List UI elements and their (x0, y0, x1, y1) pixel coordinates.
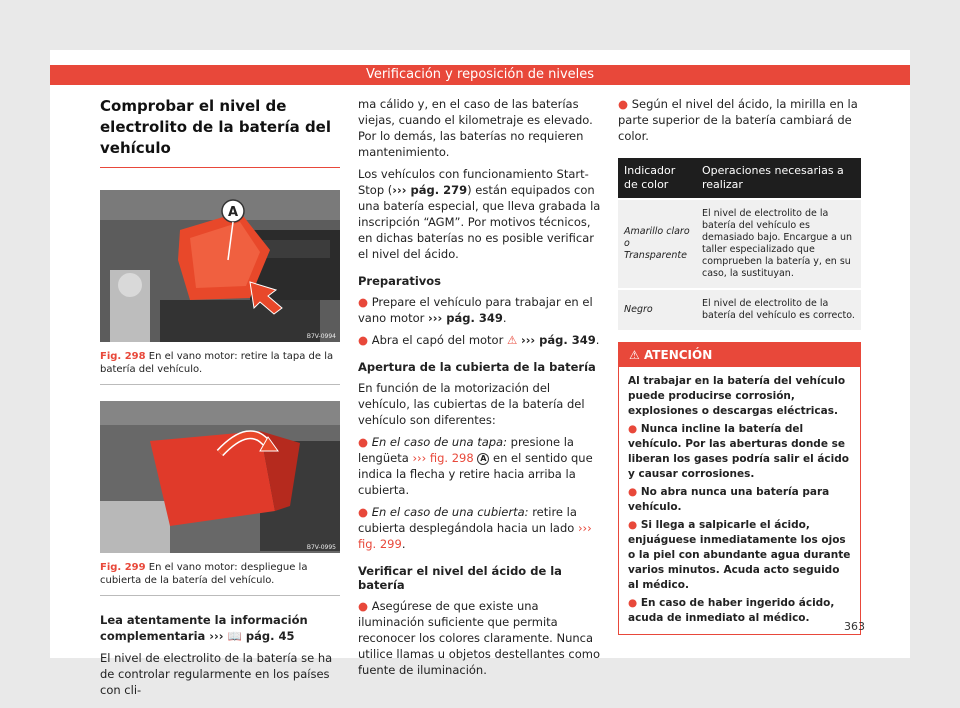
prep-bullet-2: ● Abra el capó del motor ⚠ ››› pág. 349. (358, 333, 600, 347)
page-link[interactable]: ››› pág. 349 (520, 333, 596, 347)
fig-link[interactable]: ››› fig. 299 (358, 521, 592, 551)
read-note-link[interactable]: pág. 45 (245, 629, 295, 643)
check-bullet-1: ● Asegúrese de que existe una iluminación suficiente que permita reconocer los colores claramente. Nunca utilice llamas u objetos destellantes como fuente de iluminación. (358, 599, 601, 677)
caption-text: En el vano motor: retire la tapa de la batería del vehículo. (100, 351, 334, 375)
figure-code: B7V-0995 (306, 544, 336, 551)
warning-header: ⚠ ATENCIÓN (619, 343, 860, 367)
engine-bay-image-2 (100, 401, 340, 553)
warning-triangle-icon: ⚠ (629, 348, 640, 362)
page-link[interactable]: ››› pág. 349 (428, 311, 503, 325)
divider (100, 384, 340, 385)
warning-item: ● Nunca incline la batería del vehículo. Por las aberturas donde se liberan los gases podría salir el ácido y causar corrosiones. (628, 423, 849, 480)
table-header: Indicador de color (618, 158, 696, 199)
warning-body (619, 367, 860, 634)
table-cell: El nivel de electrolito de la batería del vehículo es correcto. (696, 289, 861, 330)
warning-item: ● No abra nunca una batería para vehículo. (628, 486, 830, 513)
open-title: Apertura de la cubierta de la batería (358, 360, 596, 374)
callout-a-badge: A (477, 453, 489, 465)
section-header: Verificación y reposición de niveles (50, 65, 910, 85)
section-title: Comprobar el nivel de electrolito de la batería del vehículo (100, 97, 331, 157)
table-cell: El nivel de electrolito de la batería del vehículo es demasiado bajo. Encargue a un taller especializado que comprueben la batería y, en su caso, la sustituyan. (696, 199, 861, 289)
intro-text: El nivel de electrolito de la batería se ha de controlar regularmente en los países con cli- (100, 651, 333, 697)
table-row (618, 289, 861, 330)
warning-box (618, 342, 861, 635)
prep-title: Preparativos (358, 274, 442, 288)
check-bullet-2: ● Según el nivel del ácido, la mirilla en la parte superior de la batería cambiará de color. (618, 97, 858, 143)
caption-text: En el vano motor: despliegue la cubierta de la batería del vehículo. (100, 562, 308, 586)
column-left (100, 96, 340, 697)
open-text: En función de la motorización del vehículo, las cubiertas de la batería del vehículo son diferentes: (358, 381, 585, 427)
column-right (618, 96, 861, 635)
engine-bay-image (100, 190, 340, 342)
figure-299-caption (100, 561, 340, 587)
book-icon: 📖 (227, 629, 242, 643)
title-rule (100, 167, 340, 168)
intro-text-cont: ma cálido y, en el caso de las baterías viejas, cuando el kilometraje es elevado. Por lo demás, las baterías no requieren mantenimiento. (358, 97, 593, 159)
page-number: 363 (844, 620, 865, 633)
warning-item: ● Si llega a salpicarle el ácido, enjuáguese inmediatamente los ojos o la piel con abundante agua durante varios minutos. Acuda acto seguido al médico. (628, 519, 851, 591)
page-link[interactable]: ››› pág. 279 (392, 183, 468, 197)
table-cell: Negro (618, 289, 696, 330)
table-cell: Amarillo claro o Transparente (618, 199, 696, 289)
figure-code: B7V-0994 (306, 333, 336, 340)
color-indicator-table (618, 158, 861, 330)
figure-number: Fig. 299 (100, 562, 146, 573)
table-header: Operaciones necesarias a realizar (696, 158, 861, 199)
read-note: Lea atentamente la información complementaria ››› 📖 pág. 45 (100, 613, 308, 643)
check-title: Verificar el nivel del ácido de la batería (358, 564, 562, 592)
figure-number: Fig. 298 (100, 351, 146, 362)
table-header-row (618, 158, 861, 199)
fig-link[interactable]: ››› fig. 298 (412, 451, 474, 465)
divider (100, 595, 340, 596)
figure-label-a: A (227, 205, 239, 220)
warning-intro: Al trabajar en la batería del vehículo puede producirse corrosión, explosiones o descargas eléctricas. (628, 375, 846, 417)
table-row (618, 199, 861, 289)
figure-298 (100, 190, 340, 342)
prep-bullet-1: ● Prepare el vehículo para trabajar en el vano motor ››› pág. 349. (358, 295, 593, 325)
warning-item: ● En caso de haber ingerido ácido, acuda de inmediato al médico. (628, 597, 835, 624)
figure-299 (100, 401, 340, 553)
open-bullet-2: ● En el caso de una cubierta: retire la cubierta desplegándola hacia un lado ››› fig. 299. (358, 505, 592, 551)
open-bullet-1: ● En el caso de una tapa: presione la lengüeta ››› fig. 298 A en el sentido que indica la flecha y retire hacia arriba la cubierta. (358, 435, 593, 497)
column-middle (358, 96, 602, 678)
figure-298-caption (100, 350, 340, 376)
warning-icon: ⚠ (506, 333, 518, 347)
start-stop-text: Los vehículos con funcionamiento Start-Stop (››› pág. 279) están equipados con una batería especial, que lleva grabada la inscripción “AGM”. Por motivos técnicos, en dichas baterías no es posible verificar el nivel del ácido. (358, 167, 601, 261)
